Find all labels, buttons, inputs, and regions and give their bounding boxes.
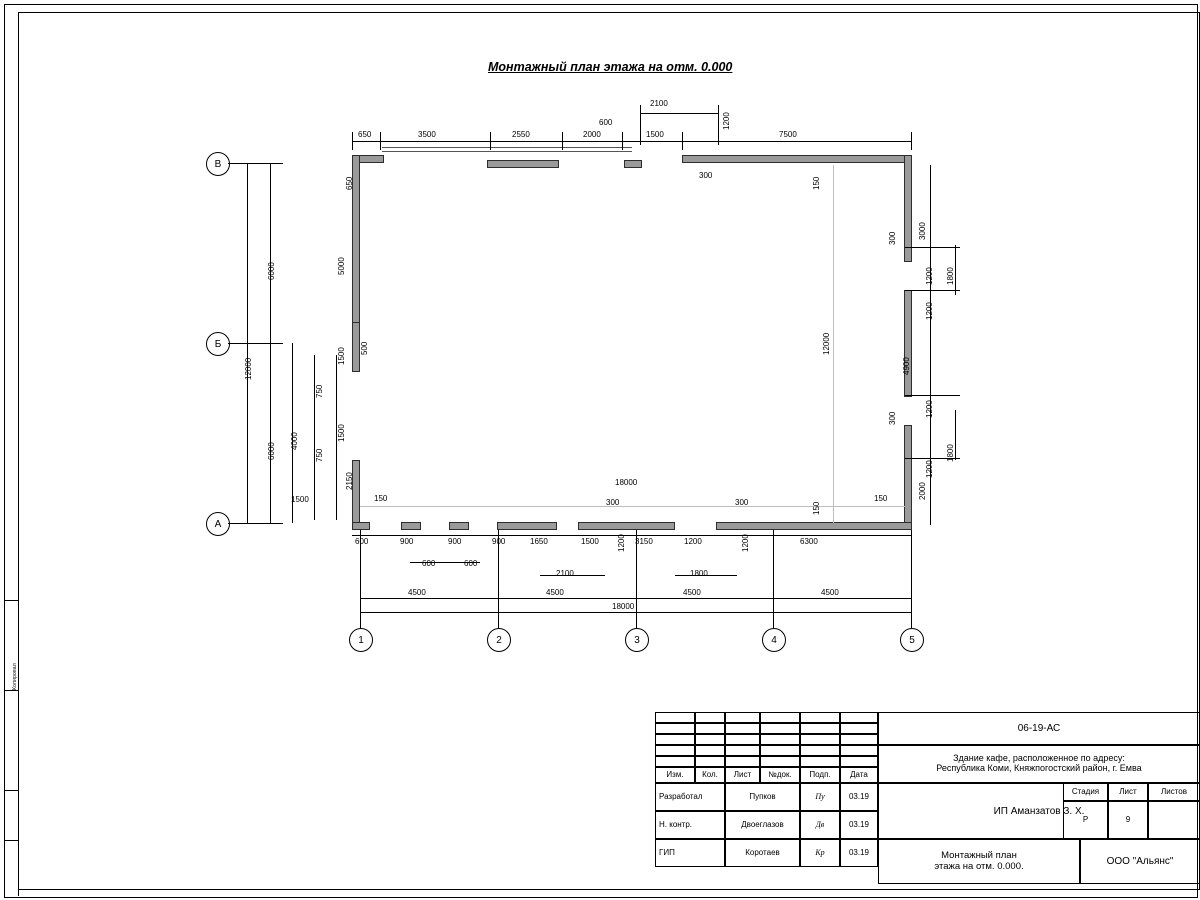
wall-segment — [401, 522, 421, 530]
dim-text: 2550 — [512, 130, 530, 139]
rev-cell — [695, 745, 725, 756]
role-razrabotal: Разработал — [655, 783, 725, 811]
rev-cell — [695, 734, 725, 745]
rev-cell — [760, 712, 800, 723]
dim-text: 150 — [874, 494, 888, 503]
dim-text: 900 — [492, 537, 506, 546]
sheets-header: Листов — [1148, 783, 1200, 801]
dim-text: 1500 — [646, 130, 664, 139]
left-strip-divider-4 — [4, 840, 18, 841]
rev-cell — [695, 712, 725, 723]
dim-text: 300 — [606, 498, 620, 507]
dim-text: 750 — [315, 448, 324, 462]
date-gip: 03.19 — [840, 839, 878, 867]
role-nkontr: Н. контр. — [655, 811, 725, 839]
stage-value: Р — [1063, 801, 1108, 839]
page-title: Монтажный план этажа на отм. 0.000 — [488, 60, 733, 74]
left-strip-divider-1 — [4, 600, 18, 601]
rev-cell — [840, 756, 878, 767]
dim-text: 750 — [315, 384, 324, 398]
dim-line-left-total — [247, 163, 248, 523]
wall-segment — [578, 522, 675, 530]
signature-nkontr: Дв — [800, 811, 840, 839]
rev-cell — [840, 745, 878, 756]
dim-tick — [380, 132, 381, 150]
plan-thin-line — [382, 151, 632, 152]
rev-cell — [760, 734, 800, 745]
dim-text: 3150 — [635, 537, 653, 546]
wall-segment — [487, 160, 559, 168]
wall-segment — [352, 522, 370, 530]
dim-line-bottom-total — [360, 612, 911, 613]
dim-tick — [640, 105, 641, 145]
dim-text: 600 — [422, 559, 436, 568]
plan-thin-line — [382, 147, 632, 148]
dim-tick — [262, 163, 280, 164]
object-line-1: Здание кафе, расположенное по адресу: — [953, 753, 1125, 764]
rev-cell — [725, 756, 760, 767]
dim-text: 2100 — [650, 99, 668, 108]
dim-tick — [490, 132, 491, 150]
col-header-list: Лист — [725, 767, 760, 783]
dim-text: 1500 — [337, 424, 346, 442]
dim-text: 300 — [699, 171, 713, 180]
rev-cell — [800, 745, 840, 756]
rev-cell — [725, 723, 760, 734]
role-gip: ГИП — [655, 839, 725, 867]
dim-text: 150 — [812, 176, 821, 190]
dim-text: 6300 — [800, 537, 818, 546]
left-strip-divider-2 — [4, 690, 18, 691]
dim-text: 900 — [400, 537, 414, 546]
object-line-2: Республика Коми, Княжпогостский район, г. Емва — [936, 763, 1142, 773]
dim-text: 4500 — [546, 588, 564, 597]
dim-tick — [262, 523, 280, 524]
axis-leader — [773, 530, 774, 628]
name-nkontr: Двоеглазов — [725, 811, 800, 839]
list-value: 9 — [1108, 801, 1148, 839]
dim-text: 5000 — [337, 257, 346, 275]
dim-text: 900 — [448, 537, 462, 546]
dim-tick — [622, 132, 623, 150]
signature-gip: Кр — [800, 839, 840, 867]
axis-bubble-2: 2 — [487, 628, 511, 652]
title-block — [655, 712, 1200, 884]
sheet-title — [878, 839, 1080, 884]
rev-cell — [840, 734, 878, 745]
rev-cell — [800, 734, 840, 745]
sheets-value — [1148, 801, 1200, 839]
rev-cell — [760, 723, 800, 734]
axis-bubble-B2: Б — [206, 332, 230, 356]
dim-text: 650 — [358, 130, 372, 139]
wall-segment — [352, 460, 360, 530]
dim-text: 4500 — [683, 588, 701, 597]
dim-text: 1200 — [925, 302, 934, 320]
dim-text: 300 — [888, 411, 897, 425]
rev-cell — [840, 723, 878, 734]
dim-text: 1800 — [946, 444, 955, 462]
customer: ИП Аманзатов З. Х. — [878, 783, 1200, 839]
dim-line-bottom-5 — [360, 598, 911, 599]
left-strip-divider-3 — [4, 790, 18, 791]
dim-text: 1200 — [617, 534, 626, 552]
dim-text: 300 — [735, 498, 749, 507]
wall-segment — [904, 155, 912, 262]
dim-text: 1500 — [581, 537, 599, 546]
object-name — [878, 745, 1200, 783]
dim-line-right-3 — [955, 410, 956, 460]
dim-text: 1200 — [925, 460, 934, 478]
col-header-data: Дата — [840, 767, 878, 783]
signature-razrabotal: Пу — [800, 783, 840, 811]
date-nkontr: 03.19 — [840, 811, 878, 839]
dim-tick — [905, 290, 960, 291]
list-header: Лист — [1108, 783, 1148, 801]
name-razrabotal: Пупков — [725, 783, 800, 811]
dim-text: 600 — [355, 537, 369, 546]
dim-text: 600 — [599, 118, 613, 127]
dim-text: 12000 — [244, 357, 253, 380]
plan-reference-line — [833, 165, 834, 523]
dim-tick — [911, 132, 912, 150]
sheet-code: 06-19-АС — [878, 712, 1200, 745]
rev-cell — [840, 712, 878, 723]
dim-text: 12000 — [822, 332, 831, 355]
col-header-kol: Кол. — [695, 767, 725, 783]
dim-line-top-2 — [640, 113, 718, 114]
date-razrabotal: 03.19 — [840, 783, 878, 811]
dim-text: 1800 — [946, 267, 955, 285]
dim-line-right-2 — [955, 245, 956, 295]
dim-text: 2150 — [345, 472, 354, 490]
dim-line-top — [352, 141, 912, 142]
dim-text: 2100 — [556, 569, 574, 578]
dim-text: 1200 — [722, 112, 731, 130]
rev-cell — [655, 745, 695, 756]
wall-segment — [904, 290, 912, 397]
dim-tick — [718, 105, 719, 145]
dim-tick — [905, 395, 960, 396]
rev-cell — [695, 723, 725, 734]
dim-text: 1200 — [684, 537, 702, 546]
axis-bubble-1: 1 — [349, 628, 373, 652]
axis-leader — [911, 530, 912, 628]
dim-line-bottom-1 — [352, 535, 912, 536]
axis-bubble-5: 5 — [900, 628, 924, 652]
dim-text: 150 — [374, 494, 388, 503]
axis-bubble-B: В — [206, 152, 230, 176]
rev-cell — [800, 723, 840, 734]
dim-text: 650 — [345, 176, 354, 190]
dim-text: 7500 — [779, 130, 797, 139]
rev-cell — [760, 756, 800, 767]
wall-segment — [352, 322, 360, 372]
sheet-title-line-1: Монтажный план — [941, 850, 1017, 862]
rev-cell — [695, 756, 725, 767]
dim-text: 1200 — [925, 267, 934, 285]
stage-header: Стадия — [1063, 783, 1108, 801]
dim-text: 1200 — [741, 534, 750, 552]
rev-cell — [655, 723, 695, 734]
axis-bubble-A: А — [206, 512, 230, 536]
dim-text: 18000 — [615, 478, 638, 487]
dim-text: 4500 — [408, 588, 426, 597]
dim-text: 6000 — [267, 262, 276, 280]
dim-text: 150 — [812, 501, 821, 515]
dim-tick — [682, 132, 683, 150]
axis-bubble-3: 3 — [625, 628, 649, 652]
dim-text: 600 — [464, 559, 478, 568]
dim-text: 1800 — [690, 569, 708, 578]
wall-segment — [624, 160, 642, 168]
dim-text: 1500 — [337, 347, 346, 365]
dim-text: 6000 — [267, 442, 276, 460]
rev-cell — [800, 712, 840, 723]
rev-cell — [800, 756, 840, 767]
col-header-podp: Подп. — [800, 767, 840, 783]
col-header-ndok: №док. — [760, 767, 800, 783]
col-header-izm: Изм. — [655, 767, 695, 783]
rev-cell — [725, 712, 760, 723]
dim-text: 2000 — [918, 482, 927, 500]
dim-tick — [562, 132, 563, 150]
wall-segment — [449, 522, 469, 530]
dim-text: 2000 — [583, 130, 601, 139]
rev-cell — [655, 712, 695, 723]
company: ООО "Альянс" — [1080, 839, 1200, 884]
dim-line-left-inner2 — [314, 355, 315, 520]
dim-text: 300 — [888, 231, 897, 245]
rev-cell — [655, 734, 695, 745]
dim-text: 4500 — [821, 588, 839, 597]
sheet-left-strip — [4, 600, 19, 896]
dim-text: 1650 — [530, 537, 548, 546]
rev-cell — [655, 756, 695, 767]
sheet-title-line-2: этажа на отм. 0.000. — [934, 860, 1024, 872]
dim-tick — [905, 247, 960, 248]
name-gip: Коротаев — [725, 839, 800, 867]
wall-segment — [682, 155, 912, 163]
dim-text: 4900 — [902, 357, 911, 375]
wall-segment — [716, 522, 912, 530]
wall-segment — [904, 425, 912, 530]
axis-bubble-4: 4 — [762, 628, 786, 652]
dim-text: 1200 — [925, 400, 934, 418]
plan-reference-line — [360, 506, 905, 507]
dim-text: 4000 — [290, 432, 299, 450]
dim-text: 500 — [360, 341, 369, 355]
dim-text: 3000 — [918, 222, 927, 240]
left-strip-label: Копировал — [12, 663, 18, 690]
rev-cell — [725, 745, 760, 756]
rev-cell — [760, 745, 800, 756]
wall-segment — [497, 522, 557, 530]
rev-cell — [725, 734, 760, 745]
dim-text: 18000 — [612, 602, 635, 611]
dim-tick — [352, 132, 353, 150]
dim-tick — [262, 343, 280, 344]
dim-text: 3500 — [418, 130, 436, 139]
dim-text: 1500 — [291, 495, 309, 504]
